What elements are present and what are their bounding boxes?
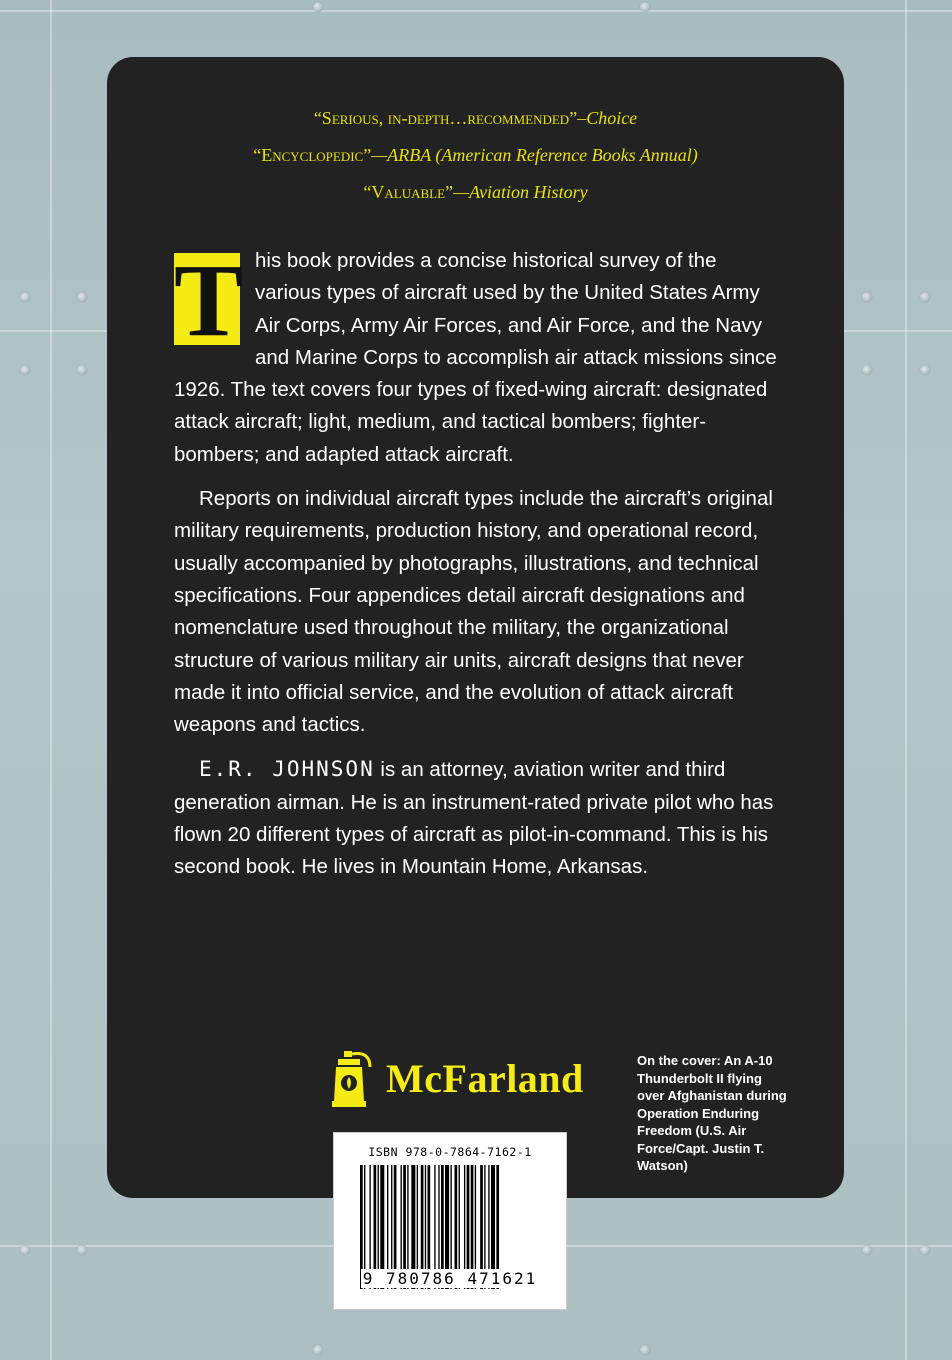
rivet-icon [862,1245,872,1255]
rivet-icon [920,292,930,302]
description-text: his book provides a concise historical survey of the various types of aircraft used by the United States Army Air Corps, Army Air Forces, and Air Force, and the Navy and Marine Corps to accomplish air attack missions since 1926. The text covers four types of fixed-wing aircraft: designated attack aircraft; light, medium, and tactical bombers; fighter-bombers; and adapted attack aircraft. [174,249,777,466]
quote-text: “Serious, in-depth…recommended” [313,108,578,128]
rivet-icon [77,1245,87,1255]
rivet-icon [920,1245,930,1255]
rivet-icon [20,365,30,375]
cover-panel [107,57,844,1198]
review-quote [107,179,844,205]
quote-text: “Encyclopedic” [253,145,372,165]
isbn-barcode [333,1132,567,1310]
publisher-logo [330,1049,620,1109]
lantern-logo-icon [330,1049,378,1109]
rivet-icon [20,1245,30,1255]
rivet-icon [77,365,87,375]
author-bio-text: is an attorney, aviation writer and third generation airman. He is an instrument-rated private pilot who has flown 20 different types of aircraft as pilot-in-command. This is his second book. He lives in Mountain Home, Arkansas. [174,758,774,879]
barcode-digits [334,1269,566,1288]
rivet-icon [640,1345,650,1355]
rivet-icon [920,365,930,375]
description-paragraph [174,245,784,471]
panel-seam [50,0,52,1360]
author-name: E.R. JOHNSON [199,757,375,782]
drop-cap: T [174,243,244,358]
rivet-icon [313,2,323,12]
quote-source: –Choice [577,108,638,128]
barcode-digits-text: 9 780786 471621 [362,1269,538,1288]
review-quote [107,142,844,168]
review-quotes [107,105,844,216]
rivet-icon [862,365,872,375]
quote-source: —ARBA (American Reference Books Annual) [371,145,698,165]
rivet-icon [77,292,87,302]
rivet-icon [640,2,650,12]
rivet-icon [313,1345,323,1355]
rivet-icon [20,292,30,302]
review-quote [107,105,844,131]
panel-seam [905,0,907,1360]
cover-caption: On the cover: An A-10 Thunderbolt II flying over Afghanistan during Operation Enduring Freedom (U.S. Air Force/Capt. Justin T. Watson) [637,1053,787,1173]
isbn-label: ISBN 978-0-7864-7162-1 [368,1145,532,1159]
publisher-name: McFarland [386,1056,584,1101]
book-description [174,245,784,896]
rivet-icon [862,292,872,302]
author-bio [174,753,784,883]
description-paragraph: Reports on individual aircraft types include the aircraft’s original military requirements, production history, and operational record, usually accompanied by photographs, illustrations, and technical specifications. Four appendices detail aircraft designations and nomenclature used throughout the military, the organizational structure of various military air units, aircraft designs that never made it into official service, and the evolution of attack aircraft weapons and tactics. [174,487,773,737]
panel-seam [0,10,952,12]
quote-source: —Aviation History [453,182,588,202]
quote-text: “Valuable” [363,182,454,202]
